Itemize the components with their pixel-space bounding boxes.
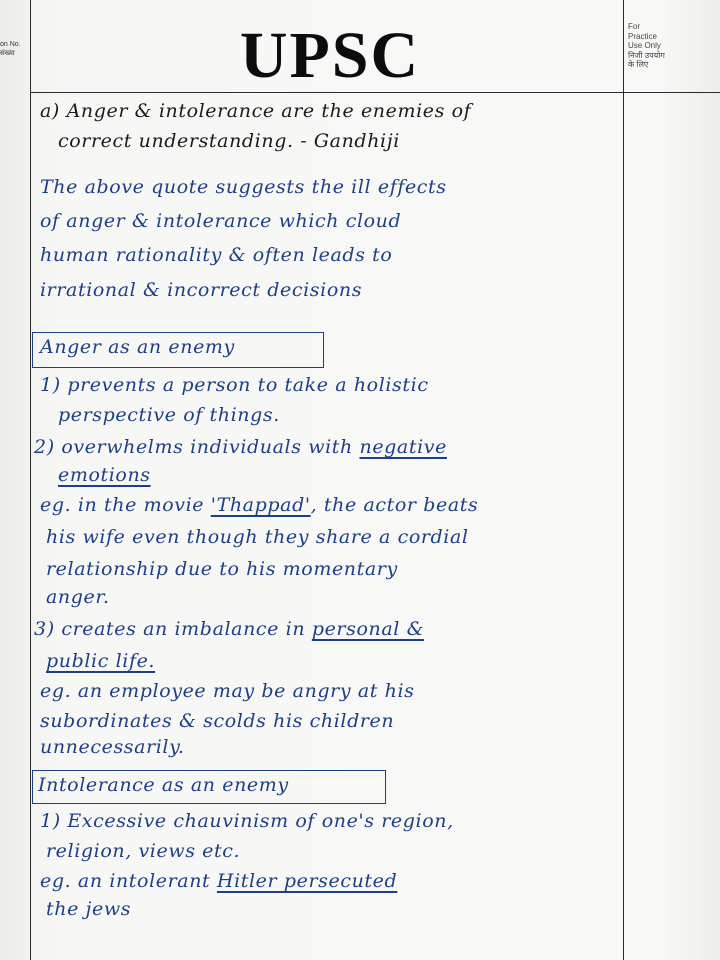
practice-use-note: For Practice Use Only निजी उपयोग के लिए	[628, 22, 665, 69]
right-margin-line	[623, 0, 624, 960]
point-line: 1) prevents a person to take a holistic	[40, 374, 429, 396]
point-line: 3) creates an imbalance in personal &	[34, 618, 425, 640]
example-line: eg. an employee may be angry at his	[40, 680, 415, 702]
point-line: public life.	[46, 650, 156, 672]
point-line: religion, views etc.	[46, 840, 241, 862]
intro-line: The above quote suggests the ill effects	[40, 176, 447, 198]
intro-line: human rationality & often leads to	[40, 244, 393, 266]
question-line: correct understanding. - Gandhiji	[58, 130, 400, 152]
example-line: his wife even though they share a cordial	[46, 526, 469, 548]
example-line: anger.	[46, 586, 110, 608]
example-line: the jews	[46, 898, 132, 920]
point-line: 1) Excessive chauvinism of one's region,	[40, 810, 454, 832]
example-line: eg. an intolerant Hitler persecuted	[40, 870, 398, 892]
example-line: eg. in the movie 'Thappad', the actor beats	[40, 494, 479, 516]
left-edge-label: on No. संख्या	[0, 41, 21, 57]
example-line: relationship due to his momentary	[46, 558, 398, 580]
point-line: perspective of things.	[58, 404, 280, 426]
brand-title: UPSC	[239, 19, 421, 92]
point-line: 2) overwhelms individuals with negative	[34, 436, 447, 458]
left-margin-line	[30, 0, 31, 960]
section-heading: Anger as an enemy	[40, 336, 235, 358]
point-line: emotions	[58, 464, 151, 486]
example-line: unnecessarily.	[40, 736, 185, 758]
question-line: a) Anger & intolerance are the enemies of	[40, 100, 472, 122]
section-heading: Intolerance as an enemy	[38, 774, 289, 796]
intro-line: irrational & incorrect decisions	[40, 279, 363, 301]
example-line: subordinates & scolds his children	[40, 710, 395, 732]
intro-line: of anger & intolerance which cloud	[40, 210, 402, 232]
